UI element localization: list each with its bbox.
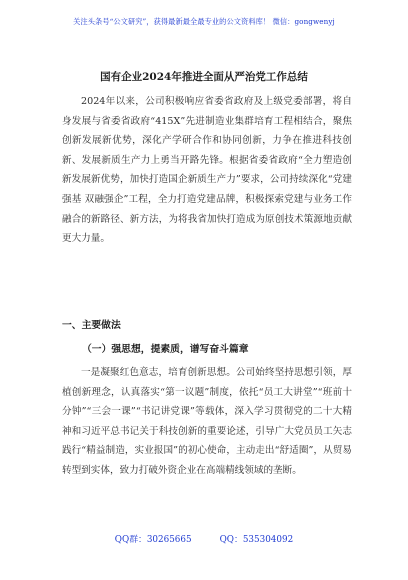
subsection-paragraph: 一是凝聚红色意志，培育创新思想。公司始终坚持思想引领，厚植创新理念，认真落实“第一议题”制度，依托“员工大讲堂”“班前十分钟”“三会一课”“书记讲党课”等载体，深入学习贯彻党的二十大精神和习近平总书记关于科技创新的重要论述，引导广大党员员工矢志践行“精益制造，实业报国”的初心使命，主动走出“舒适圈”，从贸易转型到实体，致力打破外资企业在高端精线领域的垄断。 [62, 367, 352, 476]
section-heading-main-practices: 一、主要做法 [62, 320, 121, 331]
intro-paragraph: 2024年以来，公司积极响应省委省政府及上级党委部署，将自身发展与省委省政府“415X”先进制造业集群培育工程相结合，聚焦创新发展新优势，深化产学研合作和协同创新，力争在推进科技创新、发展新质生产力上勇当开路先锋。根据省委省政府“全力塑造创新发展新优势，加快打造国企新质生产力”要求，公司持续深化“党建强基 双融强企”工程，全力打造党建品牌，积极探索党建与业务工作融合的新路径、新方法，为将我省加快打造成为原创技术策源地贡献更大力量。 [62, 96, 352, 245]
footer-qq: QQ：535304092 [219, 535, 294, 545]
subsection-heading-strengthen-thought: （一）强思想，提素质，谱写奋斗篇章 [82, 344, 249, 355]
header-watermark-note: 关注头条号“公文研究”，获得最新最全最专业的公文资料库！ 微信：gongwenyj [73, 17, 335, 26]
footer-contact [0, 534, 408, 546]
footer-qq-group: QQ群：30265665 [114, 535, 192, 545]
document-title: 国有企业2024年推进全面从严治党工作总结 [100, 71, 308, 83]
